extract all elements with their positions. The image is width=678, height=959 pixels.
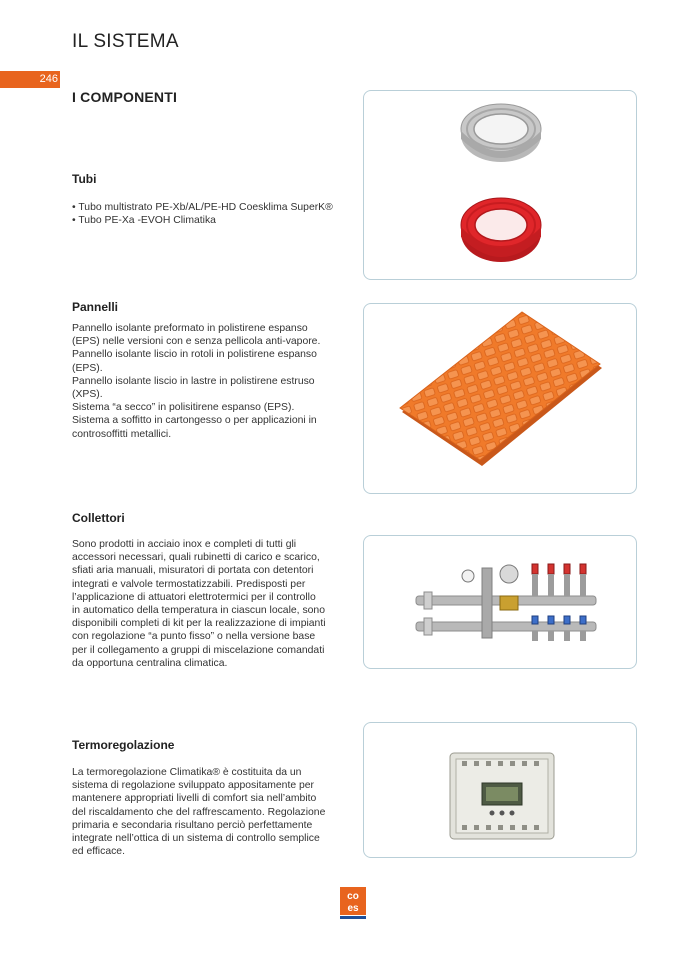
pipe-coils-image bbox=[364, 91, 636, 279]
svg-text:co: co bbox=[347, 891, 359, 902]
termoregolazione-line: sistema di regolazione sviluppato appositamente per bbox=[72, 780, 315, 792]
pannelli-line: (EPS) nelle versioni con e senza pellicola anti-vapore. bbox=[72, 336, 321, 348]
page-title: IL SISTEMA bbox=[72, 31, 179, 52]
page-number-tab: 246 bbox=[0, 71, 60, 88]
pannelli-line: (XPS). bbox=[72, 389, 103, 401]
pannelli-line: (EPS). bbox=[72, 362, 103, 374]
tubi-image-box bbox=[363, 90, 637, 280]
termoregolazione-line: primaria e secondaria risultano perciò perfettamente bbox=[72, 819, 313, 831]
pannelli-text bbox=[72, 322, 342, 441]
tubi-line: • Tubo multistrato PE-Xb/AL/PE-HD Coesklima SuperK® bbox=[72, 202, 333, 213]
collettori-heading: Collettori bbox=[72, 511, 125, 525]
collettori-line: in automatico della temperatura in ciascun locale, sono bbox=[72, 605, 325, 617]
pannelli-line: Sistema “a secco” in polisitirene espanso (EPS). bbox=[72, 402, 295, 414]
gray-pipe-coil bbox=[461, 104, 541, 162]
termoregolazione-heading: Termoregolazione bbox=[72, 738, 175, 752]
collettori-line: per il collegamento a gruppi di miscelazione comandati bbox=[72, 644, 325, 656]
collettori-line: integrati e valvole termostatizzabili. Predisposti per bbox=[72, 578, 306, 590]
pannelli-line: Pannello isolante liscio in lastre in polistirene estruso bbox=[72, 375, 315, 387]
termoregolazione-line: ed efficace. bbox=[72, 846, 125, 858]
tubi-text bbox=[72, 201, 342, 227]
collettori-line: con regolazione “a punto fisso” o nella versione base bbox=[72, 631, 316, 643]
svg-text:es: es bbox=[347, 903, 359, 914]
termoregolazione-image-box bbox=[363, 722, 637, 858]
controller-image bbox=[364, 723, 636, 857]
collettori-line: Sono prodotti in acciaio inox e completi di tutti gli bbox=[72, 539, 297, 550]
section-subtitle: I COMPONENTI bbox=[72, 89, 178, 105]
tubi-heading: Tubi bbox=[72, 172, 97, 186]
pannelli-heading: Pannelli bbox=[72, 300, 119, 314]
collettori-image-box bbox=[363, 535, 637, 669]
collettori-text bbox=[72, 538, 342, 670]
insulation-panel-image bbox=[364, 304, 636, 493]
tubi-line: • Tubo PE-Xa -EVOH Climatika bbox=[72, 215, 216, 227]
collettori-line: disponibili completi di kit per la realizzazione di impianti bbox=[72, 618, 326, 630]
termoregolazione-line: La termoregolazione Climatika® è costituita da un bbox=[72, 767, 302, 778]
pannelli-line: Sistema a soffitto in cartongesso o per applicazioni in bbox=[72, 415, 317, 427]
pannelli-line: Pannello isolante liscio in rotoli in polistirene espanso bbox=[72, 349, 317, 361]
manifold-image bbox=[364, 536, 636, 668]
red-pipe-coil bbox=[461, 198, 541, 262]
collettori-line: sfiati aria manuali, misuratori di portata con detentori bbox=[72, 565, 314, 577]
pannelli-line: Pannello isolante preformato in polistirene espanso bbox=[72, 323, 308, 334]
pannelli-image-box bbox=[363, 303, 637, 494]
pannelli-line: controsoffitti metallici. bbox=[72, 428, 172, 440]
termoregolazione-text bbox=[72, 766, 342, 858]
coes-logo bbox=[340, 887, 366, 921]
termoregolazione-line: integrate nell’ottica di un sistema di controllo semplice bbox=[72, 833, 320, 845]
termoregolazione-line: mantenere appropriati livelli di comfort sia nell’ambito bbox=[72, 793, 317, 805]
termoregolazione-line: del riscaldamento che del raffrescamento. Regolazione bbox=[72, 806, 326, 818]
collettori-line: da opportuna centralina climatica. bbox=[72, 657, 228, 669]
collettori-line: accessori necessari, quali rubinetti di carico e scarico, bbox=[72, 552, 320, 564]
collettori-line: l’applicazione di attuatori elettrotermici per il controllo bbox=[72, 591, 316, 603]
